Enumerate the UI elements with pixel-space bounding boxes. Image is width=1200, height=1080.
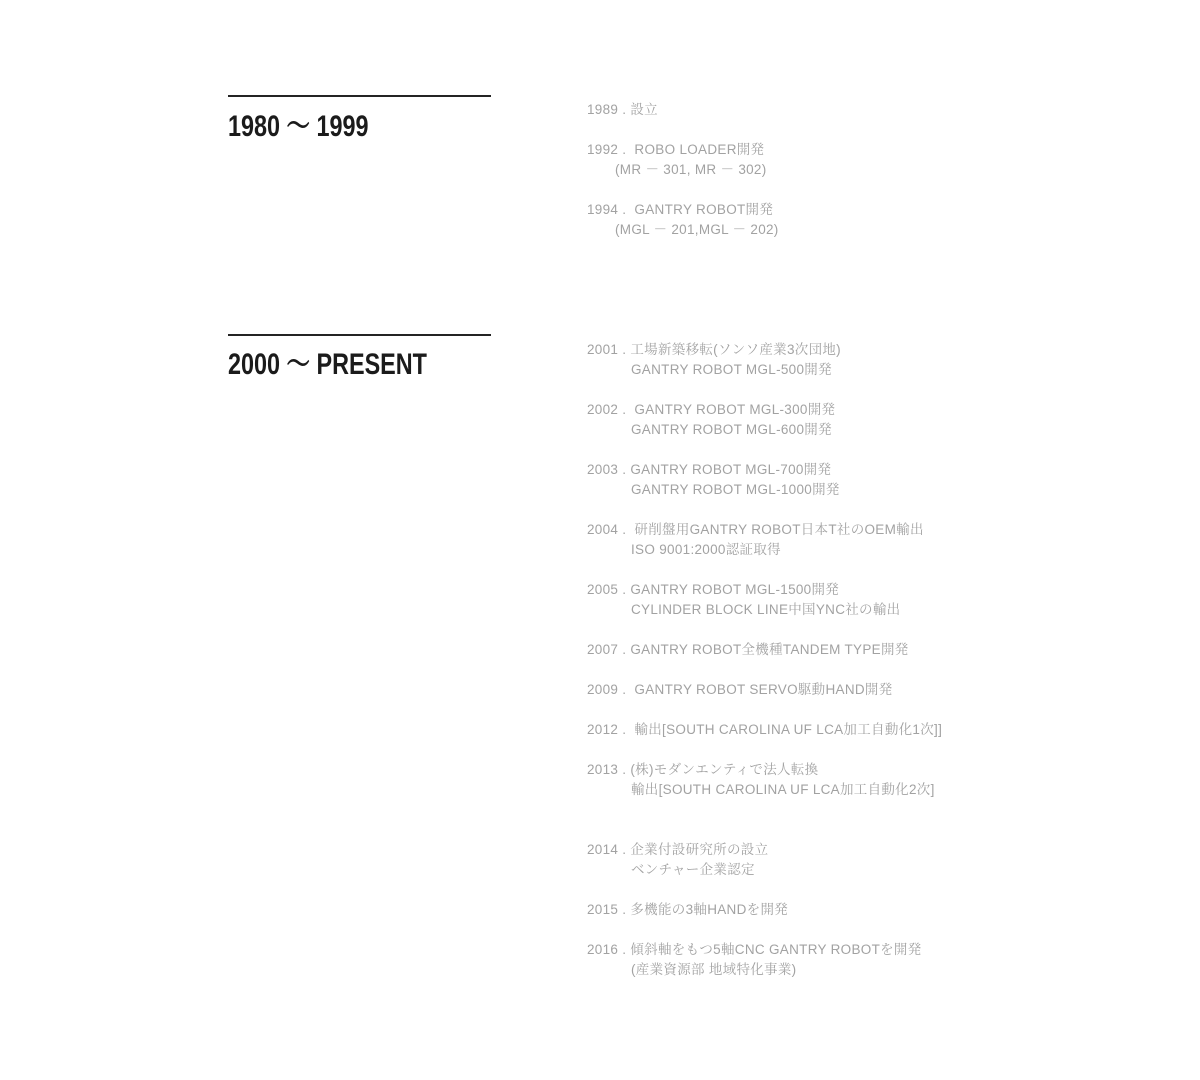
section-divider-line: [228, 334, 491, 336]
entry-line-continuation: (MR － 301, MR － 302): [615, 162, 767, 177]
entry-line: 2007 . GANTRY ROBOT全機種TANDEM TYPE開発: [587, 642, 909, 657]
section-title-2000-present: 2000 ～ PRESENT: [228, 348, 427, 381]
history-entry: [587, 100, 1147, 120]
entry-line-continuation: (MGL － 201,MGL － 202): [615, 222, 779, 237]
entry-line-continuation: GANTRY ROBOT MGL-600開発: [631, 422, 832, 437]
entry-line: 2001 . 工場新築移転(ソンソ産業3次団地): [587, 342, 841, 357]
history-entry: [587, 940, 1147, 980]
section-title-1980-1999: 1980 ～ 1999: [228, 110, 369, 143]
history-entry: [587, 900, 1147, 920]
history-entry: [587, 520, 1147, 560]
entry-line-continuation: (産業資源部 地域特化事業): [631, 962, 797, 977]
history-entry: [587, 580, 1147, 620]
entry-line-continuation: ベンチャー企業認定: [631, 862, 755, 877]
entry-line: 2016 . 傾斜軸をもつ5軸CNC GANTRY ROBOTを開発: [587, 942, 922, 957]
entry-line: 2015 . 多機能の3軸HANDを開発: [587, 902, 789, 917]
history-entry: [587, 460, 1147, 500]
entry-line-continuation: CYLINDER BLOCK LINE中国YNC社の輸出: [631, 602, 901, 617]
history-entry: [587, 140, 1147, 180]
history-entry: [587, 640, 1147, 660]
entry-line: 2012 . 輸出[SOUTH CAROLINA UF LCA加工自動化1次]]: [587, 722, 943, 737]
entry-line-continuation: GANTRY ROBOT MGL-500開発: [631, 362, 832, 377]
history-entries-1980-1999: [587, 100, 1147, 260]
entry-line: 2014 . 企業付設研究所の設立: [587, 842, 769, 857]
entry-line: 2005 . GANTRY ROBOT MGL-1500開発: [587, 582, 840, 597]
entry-line: 2002 . GANTRY ROBOT MGL-300開発: [587, 402, 836, 417]
history-entry: [587, 400, 1147, 440]
entry-line-continuation: 輸出[SOUTH CAROLINA UF LCA加工自動化2次]: [631, 782, 935, 797]
history-entry: [587, 840, 1147, 880]
entry-line-continuation: ISO 9001:2000認証取得: [631, 542, 781, 557]
entry-line: 1994 . GANTRY ROBOT開発: [587, 202, 774, 217]
history-entries-2000-present: [587, 340, 1147, 1000]
entry-line: 1992 . ROBO LOADER開発: [587, 142, 765, 157]
entry-line: 2013 . (株)モダンエンティで法人転換: [587, 762, 819, 777]
entry-line: 2004 . 研削盤用GANTRY ROBOT日本T社のOEM輸出: [587, 522, 924, 537]
entry-line: 1989 . 設立: [587, 102, 658, 117]
history-entry: [587, 680, 1147, 700]
history-entry: [587, 720, 1147, 740]
history-entry: [587, 340, 1147, 380]
entry-line-continuation: GANTRY ROBOT MGL-1000開発: [631, 482, 840, 497]
entry-line: 2009 . GANTRY ROBOT SERVO駆動HAND開発: [587, 682, 893, 697]
history-entry: [587, 760, 1147, 800]
history-entry: [587, 200, 1147, 240]
section-divider-line: [228, 95, 491, 97]
entry-line: 2003 . GANTRY ROBOT MGL-700開発: [587, 462, 832, 477]
